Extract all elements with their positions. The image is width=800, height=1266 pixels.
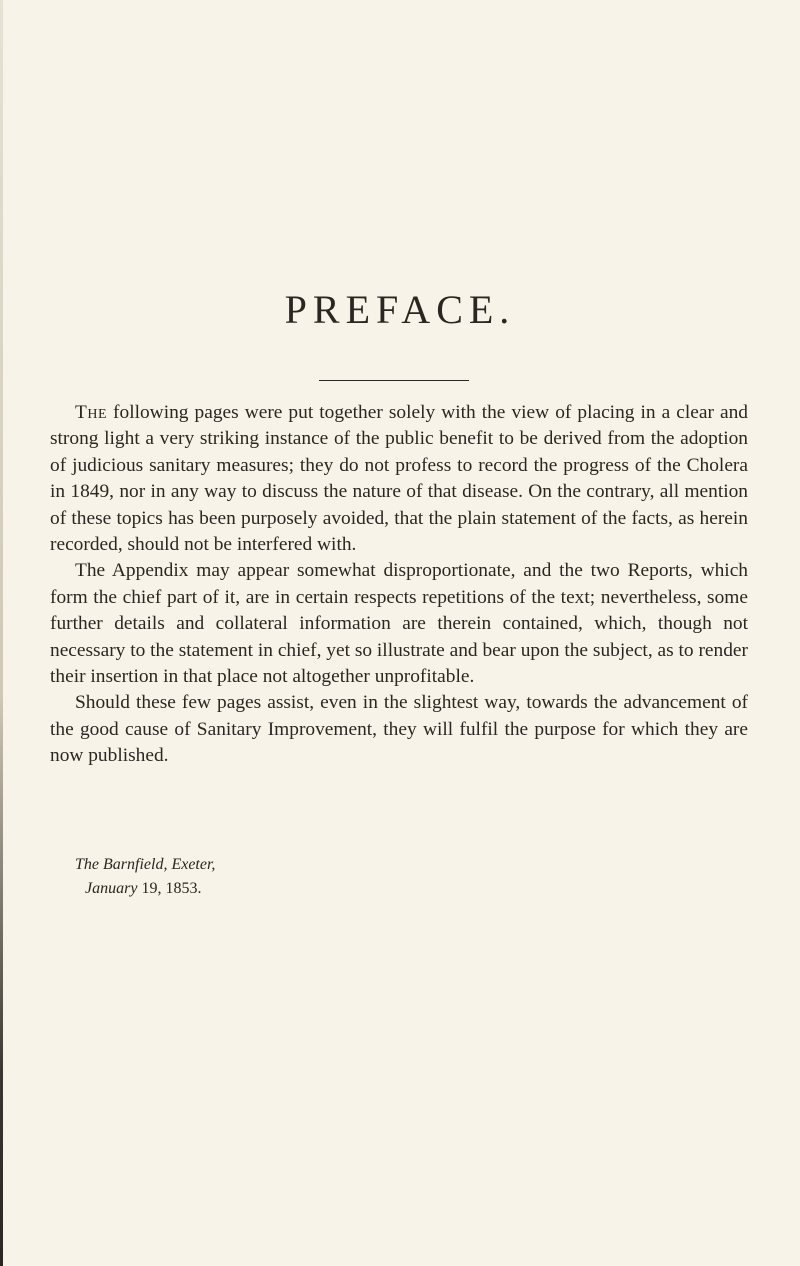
signature-date-line [75,877,215,901]
signature-place: The Barnfield, Exeter, [75,856,216,873]
title-divider [319,380,469,381]
preface-body [50,400,748,770]
paragraph-1 [50,400,748,558]
signature-block [75,853,215,901]
page-title: PREFACE. [284,287,516,332]
signature-month: January [85,880,138,897]
page-edge [0,0,3,1266]
paragraph-2: The Appendix may appear somewhat disproportionate, and the two Reports, which form the chief part of it, are in certain respects repetitions of the text; nevertheless, some further details and collateral information are therein contained, which, though not necessary to the statement in chief, yet so illustrate and bear upon the subject, as to render their insertion in that place not altogether unprofitable. [50,560,748,688]
signature-date: 19, 1853. [141,880,202,897]
paragraph-1-text: following pages were put together solely with the view of placing in a clear and strong light a very striking instance of the public benefit to be derived from the adoption of judicious sanitary measures; they do not profess to record the progress of the Cholera in 1849, nor in any way to discuss the nature of that disease. On the contrary, all mention of these topics has been purposely avoided, that the plain statement of the facts, as herein recorded, should not be interfered with. [50,402,748,556]
paragraph-3: Should these few pages assist, even in the slightest way, towards the advancement of the good cause of Sanitary Improvement, they will fulfil the purpose for which they are now published. [50,692,748,767]
paragraph-1-lead: The [75,402,108,423]
